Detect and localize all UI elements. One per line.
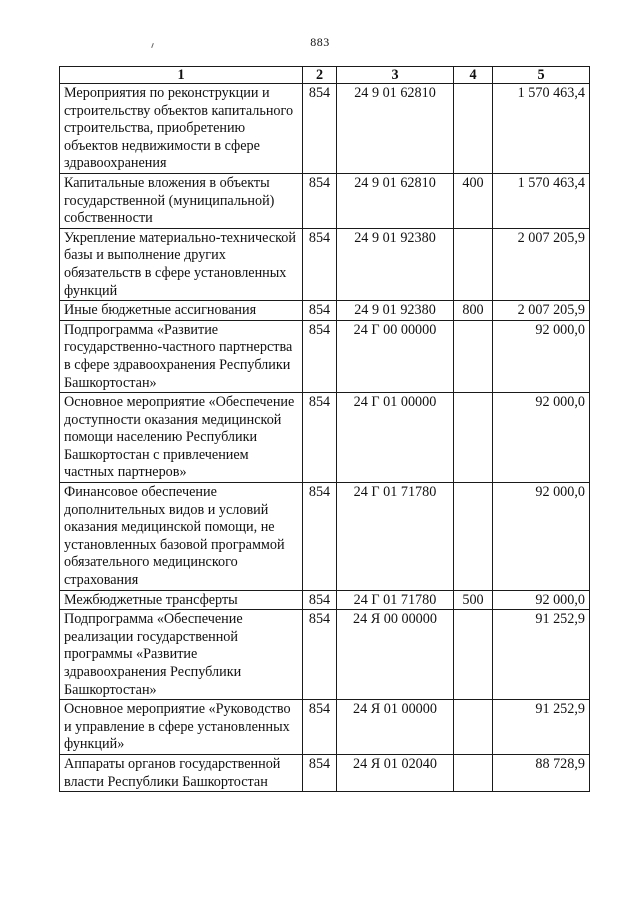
row-expense-type bbox=[454, 320, 493, 392]
header-col-1: 1 bbox=[60, 67, 303, 84]
row-expense-type: 800 bbox=[454, 301, 493, 321]
row-target-article: 24 Я 01 00000 bbox=[337, 700, 454, 755]
row-name: Подпрограмма «Развитие государственно-частного партнерства в сфере здравоохранения Республики Башкортостан» bbox=[60, 320, 303, 392]
table-row bbox=[60, 228, 590, 300]
row-ministry-code: 854 bbox=[303, 301, 337, 321]
table-row bbox=[60, 700, 590, 755]
row-expense-type bbox=[454, 84, 493, 174]
row-ministry-code: 854 bbox=[303, 84, 337, 174]
table-row bbox=[60, 483, 590, 591]
row-name: Финансовое обеспечение дополнительных видов и условий оказания медицинской помощи, не установленных базовой программой обязательного медицинского страхования bbox=[60, 483, 303, 591]
row-amount: 1 570 463,4 bbox=[493, 84, 590, 174]
row-amount: 91 252,9 bbox=[493, 610, 590, 700]
row-ministry-code: 854 bbox=[303, 700, 337, 755]
row-target-article: 24 9 01 92380 bbox=[337, 301, 454, 321]
row-name: Капитальные вложения в объекты государственной (муниципальной) собственности bbox=[60, 173, 303, 228]
row-target-article: 24 9 01 62810 bbox=[337, 173, 454, 228]
table-row bbox=[60, 610, 590, 700]
row-ministry-code: 854 bbox=[303, 393, 337, 483]
table-row bbox=[60, 173, 590, 228]
row-target-article: 24 9 01 62810 bbox=[337, 84, 454, 174]
row-target-article: 24 Г 01 71780 bbox=[337, 590, 454, 610]
row-expense-type bbox=[454, 610, 493, 700]
row-expense-type bbox=[454, 483, 493, 591]
row-ministry-code: 854 bbox=[303, 173, 337, 228]
row-amount: 92 000,0 bbox=[493, 393, 590, 483]
header-col-4: 4 bbox=[454, 67, 493, 84]
row-target-article: 24 Г 01 00000 bbox=[337, 393, 454, 483]
row-target-article: 24 Г 00 00000 bbox=[337, 320, 454, 392]
page-number: 883 bbox=[310, 35, 330, 49]
row-expense-type bbox=[454, 700, 493, 755]
row-target-article: 24 Г 01 71780 bbox=[337, 483, 454, 591]
row-ministry-code: 854 bbox=[303, 590, 337, 610]
row-amount: 1 570 463,4 bbox=[493, 173, 590, 228]
row-name: Межбюджетные трансферты bbox=[60, 590, 303, 610]
table-row bbox=[60, 590, 590, 610]
row-amount: 2 007 205,9 bbox=[493, 228, 590, 300]
row-amount: 92 000,0 bbox=[493, 590, 590, 610]
row-name: Укрепление материально-технической базы и выполнение других обязательств в сфере установленных функций bbox=[60, 228, 303, 300]
row-name: Иные бюджетные ассигнования bbox=[60, 301, 303, 321]
row-amount: 91 252,9 bbox=[493, 700, 590, 755]
row-amount: 88 728,9 bbox=[493, 754, 590, 791]
budget-table bbox=[59, 66, 590, 792]
row-target-article: 24 Я 01 02040 bbox=[337, 754, 454, 791]
row-amount: 2 007 205,9 bbox=[493, 301, 590, 321]
row-amount: 92 000,0 bbox=[493, 483, 590, 591]
row-ministry-code: 854 bbox=[303, 320, 337, 392]
table-row bbox=[60, 320, 590, 392]
row-target-article: 24 Я 00 00000 bbox=[337, 610, 454, 700]
row-expense-type bbox=[454, 228, 493, 300]
row-ministry-code: 854 bbox=[303, 754, 337, 791]
table-row bbox=[60, 393, 590, 483]
header-col-2: 2 bbox=[303, 67, 337, 84]
row-name: Основное мероприятие «Обеспечение доступности оказания медицинской помощи населению Республики Башкортостан с привлечением частных партнеров» bbox=[60, 393, 303, 483]
header-row bbox=[60, 67, 590, 84]
row-name: Основное мероприятие «Руководство и управление в сфере установленных функций» bbox=[60, 700, 303, 755]
row-expense-type: 500 bbox=[454, 590, 493, 610]
row-amount: 92 000,0 bbox=[493, 320, 590, 392]
row-expense-type: 400 bbox=[454, 173, 493, 228]
row-expense-type bbox=[454, 754, 493, 791]
row-ministry-code: 854 bbox=[303, 610, 337, 700]
header-col-3: 3 bbox=[337, 67, 454, 84]
header-col-5: 5 bbox=[493, 67, 590, 84]
table-row bbox=[60, 301, 590, 321]
row-ministry-code: 854 bbox=[303, 483, 337, 591]
row-name: Аппараты органов государственной власти Республики Башкортостан bbox=[60, 754, 303, 791]
table-row bbox=[60, 84, 590, 174]
row-expense-type bbox=[454, 393, 493, 483]
table-row bbox=[60, 754, 590, 791]
row-name: Мероприятия по реконструкции и строительству объектов капитального строительства, приобретению объектов недвижимости в сфере здравоохранения bbox=[60, 84, 303, 174]
row-name: Подпрограмма «Обеспечение реализации государственной программы «Развитие здравоохранения Республики Башкортостан» bbox=[60, 610, 303, 700]
row-ministry-code: 854 bbox=[303, 228, 337, 300]
row-target-article: 24 9 01 92380 bbox=[337, 228, 454, 300]
